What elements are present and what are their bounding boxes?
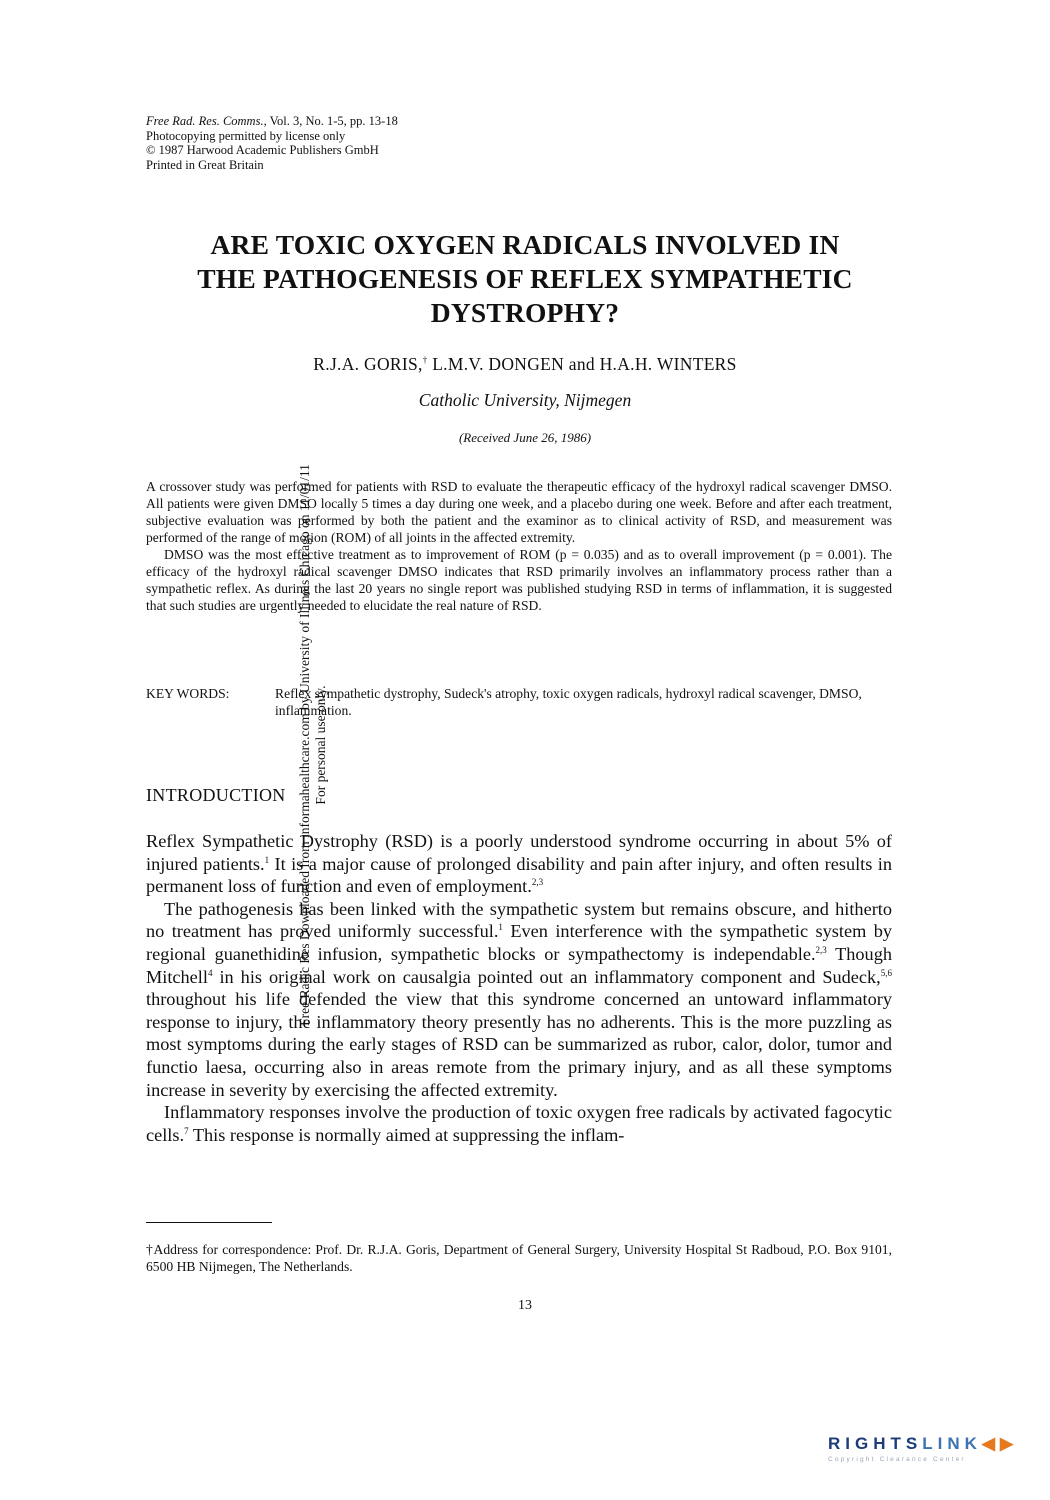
citation-ref: 2,3 [815,944,827,955]
co-authors: L.M.V. DONGEN and H.A.H. WINTERS [427,354,737,374]
correspondence-mark: † [422,355,428,366]
citation-ref: 4 [207,967,213,978]
body-paragraph [146,830,892,898]
arrows-icon: ◀▶ [981,1434,1019,1453]
text-run: Reflex Sympathetic Dystrophy (RSD) is a poorly understood syndrome occurring in about 5% of injured patients. [146,831,892,874]
journal-volume-pages: , Vol. 3, No. 1-5, pp. 13-18 [263,114,398,128]
abstract-paragraph: A crossover study was performed for patients with RSD to evaluate the therapeutic efficacy of the hydroxyl radical scavenger DMSO. All patients were given DMSO locally 5 times a day during one week, and a placebo during one week. Before and after each treatment, subjective evaluation was performed by both the patient and the examinor as to clinical activity of RSD, and measurement was performed of the range of motion (ROM) of all joints in the affected extremity. [146,479,892,545]
body-paragraph [146,898,892,1101]
download-watermark [297,365,367,1125]
text-run: The pathogenesis has been linked with the sympathetic system but remains obscure, and hitherto no treatment has proved uniformly successful. [146,898,892,942]
text-run: It is a major cause of prolonged disability and pain after injury, and often results in permanent loss of function and even of employment. [146,853,892,897]
watermark-line: Free Radic Res Downloaded from informahealthcare.com by University of Illinois Chicago on 11/01/11 [297,464,312,1026]
section-heading: INTRODUCTION [146,785,286,805]
logo-subtitle: Copyright Clearance Center [828,1456,966,1463]
received-date: (Received June 26, 1986) [458,430,592,445]
footnote-rule [146,1222,272,1223]
logo-wordmark [828,1434,1018,1454]
text-run: throughout his life defended the view that this syndrome concerned an untoward inflammatory response to injury, the inflammatory theory presently has no adherents. This is the more puzzling as most symptoms during the early stages of RSD can be summarized as rubor, calor, dolor, tumor and functio laesa, occurring also in areas remote from the primary injury, and as all these symptoms increase in severity by exercising the affected extremity. [146,989,892,1100]
body-paragraph [146,1101,892,1146]
watermark-line: For personal use only. [312,685,328,805]
text-run: Though Mitchell [146,943,892,987]
title-line: ARE TOXIC OXYGEN RADICALS INVOLVED IN [210,229,840,260]
author-list [100,354,950,375]
citation-ref: 1 [264,854,270,865]
introduction-body [146,830,892,1146]
text-run: Inflammatory responses involve the production of toxic oxygen free radicals by activated fagocytic cells. [146,1102,892,1145]
citation-ref: 5,6 [880,967,892,978]
journal-citation [146,114,398,129]
text-run: Even interference with the sympathetic system by regional guanethidine infusion, sympathetic blocks or sympathectomy is independable. [146,921,892,964]
keywords-text: Reflex sympathetic dystrophy, Sudeck's atrophy, toxic oxygen radicals, hydroxyl radical scavenger, DMSO, inflammation. [275,686,862,718]
journal-name: Free Rad. Res. Comms. [146,114,264,128]
footnote: †Address for correspondence: Prof. Dr. R.J.A. Goris, Department of General Surgery, University Hospital St Radboud, P.O. Box 9101, 6500 HB Nijmegen, The Netherlands. [146,1242,892,1274]
text-run: This response is normally aimed at suppressing the inflam- [188,1124,625,1145]
citation-ref: 1 [498,922,503,933]
logo-link: LINK [922,1434,982,1453]
citation-ref: 2,3 [531,877,544,888]
keywords-label: KEY WORDS: [146,686,230,701]
page-number: 13 [518,1298,532,1313]
rightslink-logo [828,1434,1028,1474]
photocopy-notice: Photocopying permitted by license only [146,128,346,143]
logo-rights: RIGHTS [828,1434,923,1453]
title-line: DYSTROPHY? [430,297,620,328]
article-title [100,228,950,330]
text-run: in his original work on causalgia pointed out an inflammatory component and Sudeck, [212,966,881,987]
title-line: THE PATHOGENESIS OF REFLEX SYMPATHETIC [197,263,853,294]
abstract [146,478,892,614]
citation-ref: 7 [184,1125,189,1136]
printed-line: Printed in Great Britain [146,157,264,172]
affiliation: Catholic University, Nijmegen [418,390,632,410]
journal-header [146,114,398,172]
abstract-paragraph: DMSO was the most effective treatment as to improvement of ROM (p = 0.035) and as to overall improvement (p = 0.001). The efficacy of the hydroxyl radical scavenger DMSO indicates that RSD primarily involves an inflammatory process rather than a sympathetic reflex. As during the last 20 years no single report was published studying RSD in terms of inflammation, it is suggested that such studies are urgently needed to elucidate the real nature of RSD. [146,547,892,613]
copyright-line: © 1987 Harwood Academic Publishers GmbH [146,143,379,157]
first-author: R.J.A. GORIS, [313,354,423,374]
